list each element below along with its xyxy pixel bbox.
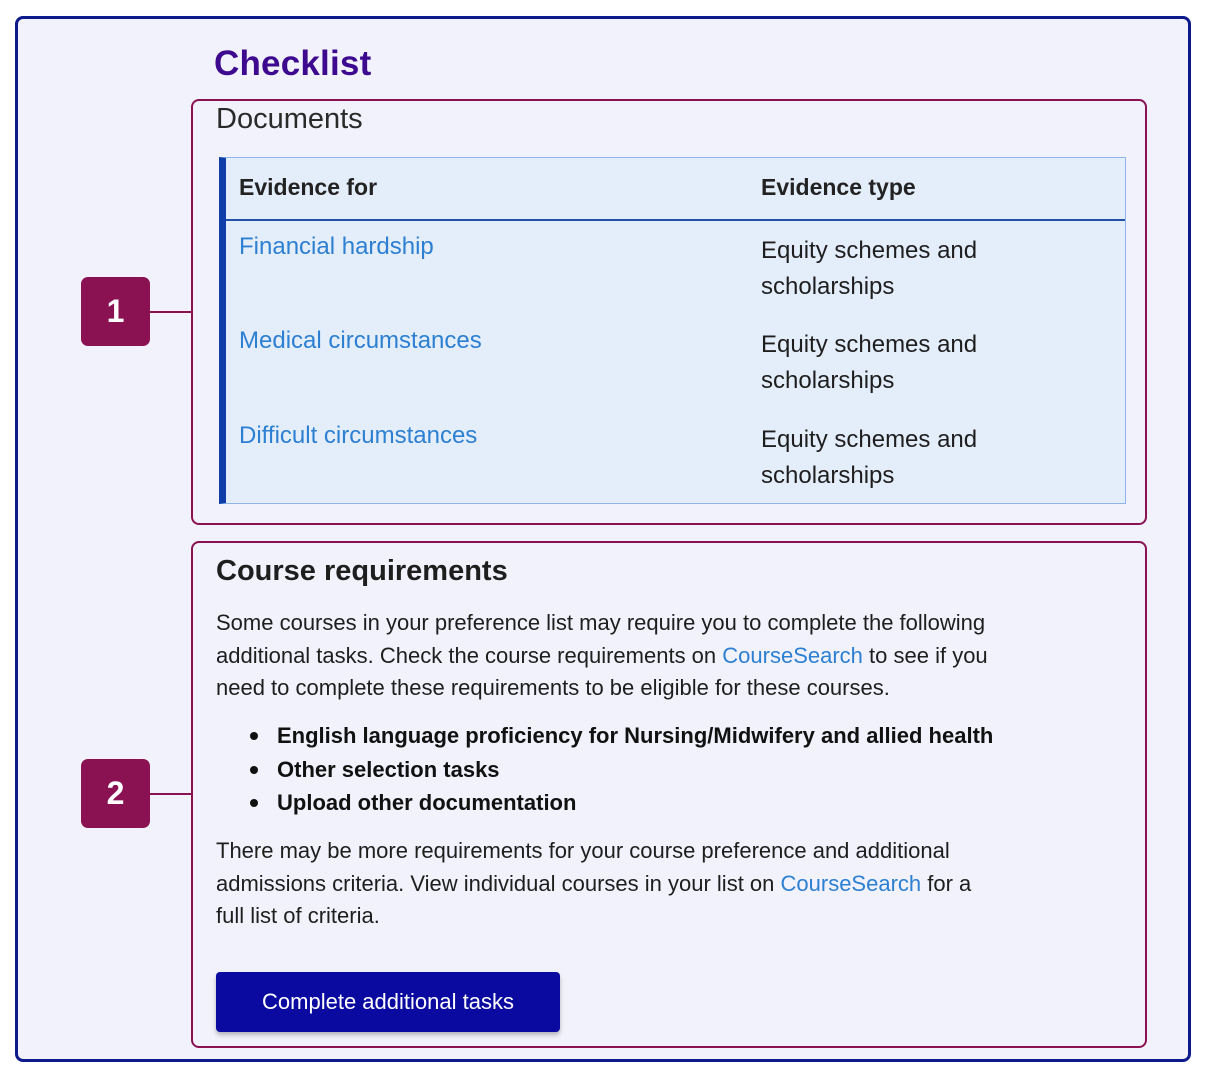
evidence-type-cell xyxy=(761,327,1061,399)
coursesearch-link[interactable]: CourseSearch xyxy=(780,870,922,896)
evidence-type-line: Equity schemes and xyxy=(761,331,978,358)
text-fragment: to see if you xyxy=(862,642,988,668)
paragraph-line: need to complete these requirements to be eligible for these courses. xyxy=(216,675,890,700)
list-item xyxy=(245,719,993,753)
page-title: Checklist xyxy=(214,44,372,83)
callout-marker-2: 2 xyxy=(81,759,150,828)
course-requirements-heading: Course requirements xyxy=(216,555,508,587)
more-requirements-paragraph xyxy=(216,835,1136,933)
list-item xyxy=(245,753,993,787)
evidence-type-line: scholarships xyxy=(761,367,895,394)
evidence-table xyxy=(219,157,1126,504)
callout-marker-1: 1 xyxy=(81,277,150,346)
paragraph-line: full list of criteria. xyxy=(216,903,380,928)
evidence-type-line: scholarships xyxy=(761,273,895,300)
requirements-list xyxy=(245,719,993,820)
requirement-label: Upload other documentation xyxy=(277,790,577,815)
paragraph-line xyxy=(216,868,1136,901)
column-header-evidence-type: Evidence type xyxy=(761,174,916,200)
paragraph-line xyxy=(216,640,1136,673)
documents-heading: Documents xyxy=(216,103,363,135)
evidence-type-line: Equity schemes and xyxy=(761,426,978,453)
intro-paragraph xyxy=(216,607,1136,705)
text-fragment: for a xyxy=(921,870,972,896)
documents-section xyxy=(191,99,1147,525)
table-row xyxy=(226,315,1125,409)
callout-connector-1 xyxy=(150,311,191,313)
complete-additional-tasks-button[interactable]: Complete additional tasks xyxy=(216,972,560,1032)
list-item xyxy=(245,786,993,820)
evidence-type-line: Equity schemes and xyxy=(761,237,978,264)
requirement-label: English language proficiency for Nursing/Midwifery and allied health xyxy=(277,723,994,748)
evidence-type-line: scholarships xyxy=(761,462,895,489)
course-requirements-section xyxy=(191,541,1147,1048)
callout-connector-2 xyxy=(150,793,191,795)
paragraph-line: Some courses in your preference list may require you to complete the following xyxy=(216,610,986,635)
bullet-icon xyxy=(250,799,258,807)
text-fragment: admissions criteria. View individual courses in your list on xyxy=(216,870,781,896)
requirement-label: Other selection tasks xyxy=(277,756,500,782)
difficult-circumstances-link[interactable]: Difficult circumstances xyxy=(239,422,478,449)
bullet-icon xyxy=(250,732,258,740)
medical-circumstances-link[interactable]: Medical circumstances xyxy=(239,327,482,354)
coursesearch-link[interactable]: CourseSearch xyxy=(722,642,863,668)
evidence-type-cell xyxy=(761,422,1061,494)
bullet-icon xyxy=(250,766,258,774)
financial-hardship-link[interactable]: Financial hardship xyxy=(239,233,434,260)
table-row xyxy=(226,221,1125,315)
column-header-evidence-for: Evidence for xyxy=(239,174,378,200)
table-row xyxy=(226,410,1125,504)
table-header xyxy=(226,158,1125,221)
evidence-type-cell xyxy=(761,233,1061,305)
paragraph-line: There may be more requirements for your course preference and additional xyxy=(216,838,950,863)
text-fragment: additional tasks. Check the course requirements on xyxy=(216,642,723,668)
